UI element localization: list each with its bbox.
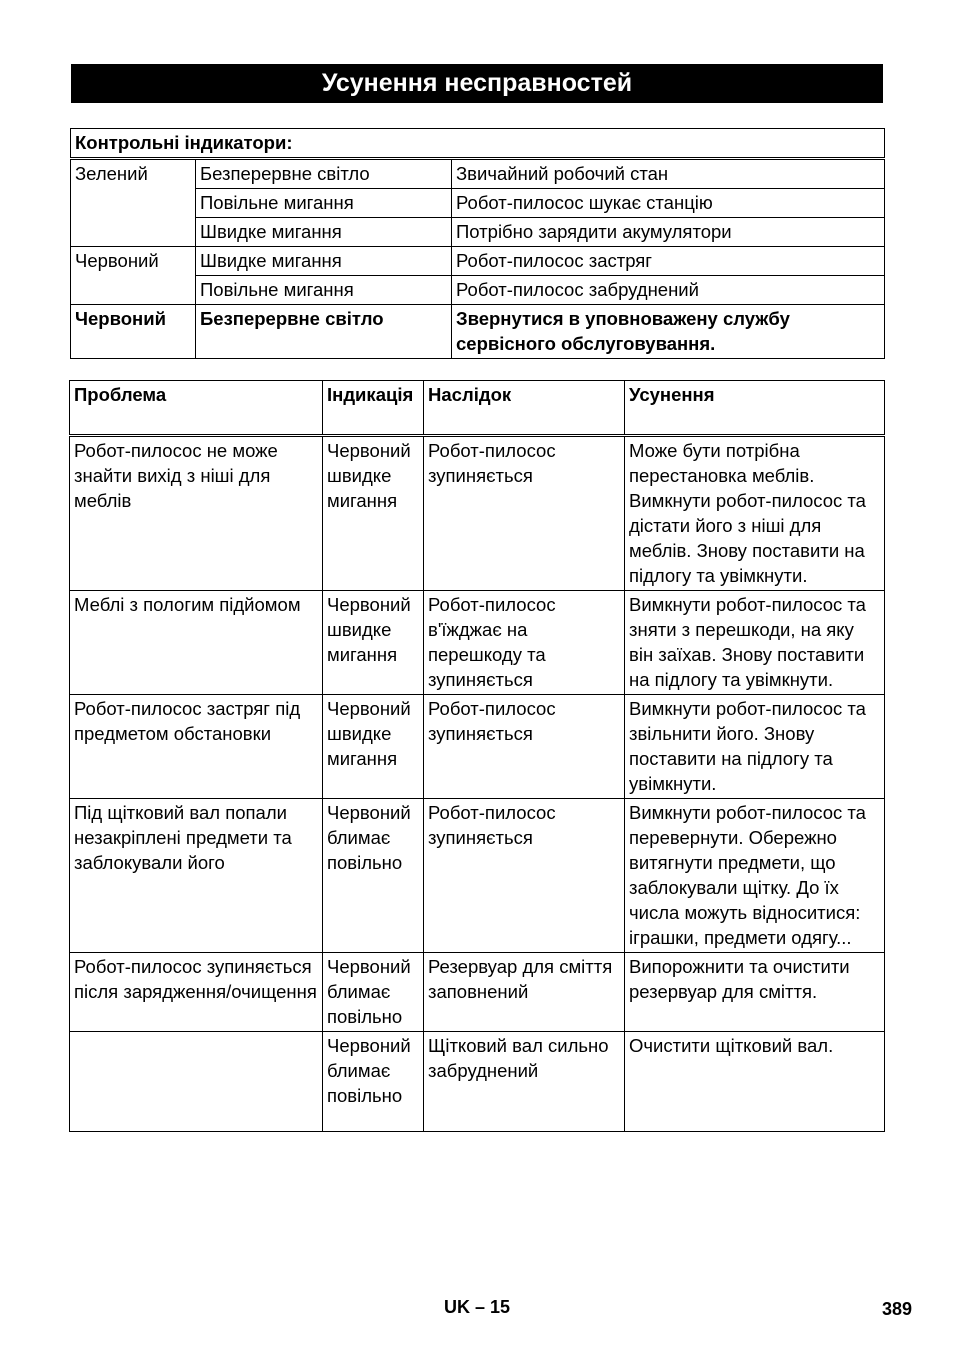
page-title: Усунення несправностей: [71, 64, 883, 103]
table-row: [70, 436, 885, 591]
consequence-cell: Робот-пилосос зупиняється: [424, 436, 625, 591]
indicator-meaning: Робот-пилосос забруднений: [452, 276, 885, 305]
indicator-meaning: Робот-пилосос шукає станцію: [452, 189, 885, 218]
consequence-cell: Робот-пилосос зупиняється: [424, 695, 625, 799]
troubleshooting-header-row: [70, 381, 885, 436]
column-header-remedy: Усунення: [625, 381, 885, 436]
page-number: 389: [881, 1299, 912, 1319]
remedy-cell: Випорожнити та очистити резервуар для сміття.: [625, 953, 885, 1032]
indication-cell: Червоний блимає повільно: [323, 1032, 424, 1132]
section-page-label: UK – 15: [443, 1297, 511, 1317]
remedy-cell: Вимкнути робот-пилосос та зняти з перешкоди, на яку він заїхав. Знову поставити на підлогу та увімкнути.: [625, 591, 885, 695]
table-row: [71, 247, 885, 276]
indicator-meaning: Потрібно зарядити акумулятори: [452, 218, 885, 247]
problem-cell: Робот-пилосос застряг під предметом обстановки: [70, 695, 323, 799]
indicator-color: Червоний: [71, 247, 196, 305]
remedy-cell: Вимкнути робот-пилосос та звільнити його. Знову поставити на підлогу та увімкнути.: [625, 695, 885, 799]
remedy-cell: Може бути потрібна перестановка меблів. Вимкнути робот-пилосос та дістати його з ніші для меблів. Знову поставити на підлогу та увімкнути.: [625, 436, 885, 591]
column-header-consequence: Наслідок: [424, 381, 625, 436]
indicator-mode: Безперервне світло: [196, 305, 452, 359]
indicator-meaning: Робот-пилосос застряг: [452, 247, 885, 276]
table-row: [70, 591, 885, 695]
indicator-table: [70, 128, 885, 359]
indicator-mode: Безперервне світло: [196, 159, 452, 189]
table-row: [70, 953, 885, 1032]
indication-cell: Червоний швидке мигання: [323, 436, 424, 591]
table-row: [71, 305, 885, 359]
problem-cell: [70, 1032, 323, 1132]
indicator-color: Червоний: [71, 305, 196, 359]
indicator-mode: Швидке мигання: [196, 247, 452, 276]
indication-cell: Червоний швидке мигання: [323, 695, 424, 799]
consequence-cell: Резервуар для сміття заповнений: [424, 953, 625, 1032]
indicator-mode: Швидке мигання: [196, 218, 452, 247]
problem-cell: Робот-пилосос зупиняється після зарядження/очищення: [70, 953, 323, 1032]
indication-cell: Червоний блимає повільно: [323, 799, 424, 953]
indicator-mode: Повільне мигання: [196, 189, 452, 218]
remedy-cell: Очистити щітковий вал.: [625, 1032, 885, 1132]
table-row: [70, 1032, 885, 1132]
consequence-cell: Робот-пилосос зупиняється: [424, 799, 625, 953]
problem-cell: Меблі з пологим підйомом: [70, 591, 323, 695]
problem-cell: Під щітковий вал попали незакріплені предмети та заблокували його: [70, 799, 323, 953]
troubleshooting-table: [69, 380, 885, 1132]
indicator-color: Зелений: [71, 159, 196, 247]
consequence-cell: Щітковий вал сильно забруднений: [424, 1032, 625, 1132]
indicator-table-header: Контрольні індикатори:: [71, 129, 885, 159]
indicator-header-row: [71, 129, 885, 159]
column-header-problem: Проблема: [70, 381, 323, 436]
column-header-indication: Індикація: [323, 381, 424, 436]
indication-cell: Червоний блимає повільно: [323, 953, 424, 1032]
indicator-meaning: Звернутися в уповноважену службу сервісного обслуговування.: [452, 305, 885, 359]
indicator-mode: Повільне мигання: [196, 276, 452, 305]
table-row: [70, 799, 885, 953]
problem-cell: Робот-пилосос не може знайти вихід з ніші для меблів: [70, 436, 323, 591]
consequence-cell: Робот-пилосос в'їжджає на перешкоду та зупиняється: [424, 591, 625, 695]
table-row: [70, 695, 885, 799]
indicator-meaning: Звичайний робочий стан: [452, 159, 885, 189]
remedy-cell: Вимкнути робот-пилосос та перевернути. Обережно витягнути предмети, що заблокували щітку. До їх числа можуть відноситися: іграшки, предмети одягу...: [625, 799, 885, 953]
indication-cell: Червоний швидке мигання: [323, 591, 424, 695]
table-row: [71, 159, 885, 189]
